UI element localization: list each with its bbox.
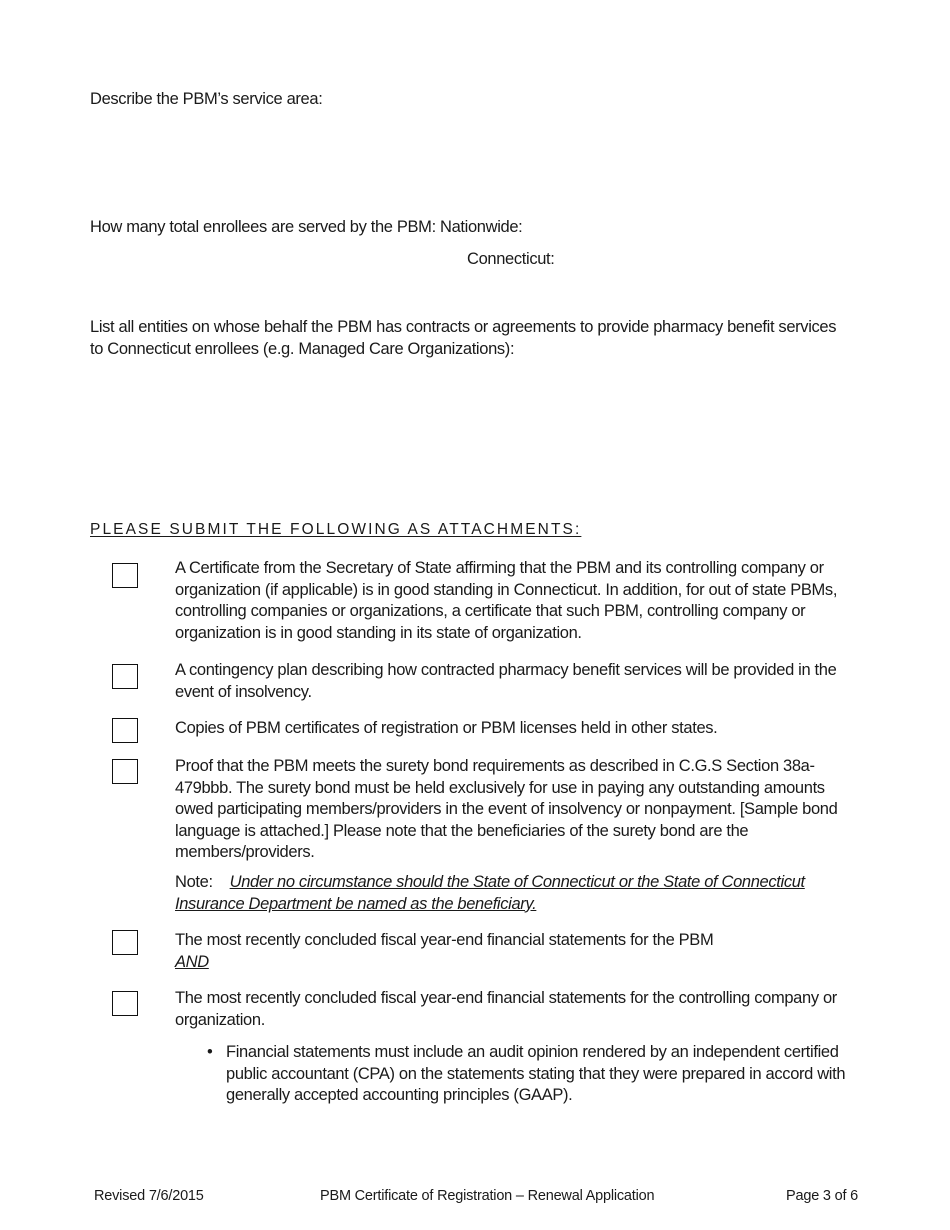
- attachments-heading: PLEASE SUBMIT THE FOLLOWING AS ATTACHMENTS:: [90, 521, 582, 538]
- checkbox-contingency-plan[interactable]: [112, 664, 138, 689]
- enrollees-question: How many total enrollees are served by the PBM: Nationwide:: [90, 218, 523, 236]
- bullet-dot-icon: •: [207, 1043, 213, 1061]
- footer-revised: Revised 7/6/2015: [94, 1188, 204, 1204]
- and-text: AND: [175, 952, 209, 971]
- financials-bullet: [207, 1042, 857, 1107]
- attachment-item-surety-bond: Proof that the PBM meets the surety bond requirements as described in C.G.S Section 38a-479bbb. The surety bond must be held exclusively for use in paying any outstanding amounts owed participating members/providers in the event of insolvency or nonpayment. [Sample bond language is attached.] Please note that the beneficiaries of the surety bond are the members/providers.: [175, 757, 838, 861]
- footer-page-number: Page 3 of 6: [786, 1188, 858, 1204]
- attachment-item-other-states: Copies of PBM certificates of registration or PBM licenses held in other states.: [175, 719, 718, 737]
- checkbox-controlling-financials[interactable]: [112, 991, 138, 1016]
- checkbox-certificate[interactable]: [112, 563, 138, 588]
- note-text: Under no circumstance should the State of Connecticut or the State of Connecticut Insurance Department be named as the beneficiary.: [175, 873, 805, 913]
- service-area-question: Describe the PBM’s service area:: [90, 90, 323, 108]
- entities-question: List all entities on whose behalf the PBM has contracts or agreements to provide pharmacy benefit services to Connecticut enrollees (e.g. Managed Care Organizations):: [90, 318, 837, 358]
- checkbox-pbm-financials[interactable]: [112, 930, 138, 955]
- checkbox-other-states[interactable]: [112, 718, 138, 743]
- surety-bond-note: [175, 872, 865, 915]
- note-label: Note:: [175, 873, 213, 891]
- checkbox-surety-bond[interactable]: [112, 759, 138, 784]
- footer-title: PBM Certificate of Registration – Renewal Application: [320, 1188, 655, 1204]
- attachment-item-certificate: A Certificate from the Secretary of State affirming that the PBM and its controlling company or organization (if applicable) is in good standing in Connecticut. In addition, for out of state PBMs, controlling companies or organizations, a certificate that such PBM, controlling company or organization is in good standing in its state of organization.: [175, 559, 838, 642]
- enrollees-connecticut-label: Connecticut:: [467, 250, 555, 268]
- attachment-item-pbm-financials: [175, 930, 865, 973]
- attachment-item-contingency-plan: A contingency plan describing how contracted pharmacy benefit services will be provided in the event of insolvency.: [175, 661, 837, 701]
- attachment-item-controlling-financials: The most recently concluded fiscal year-end financial statements for the controlling company or organization.: [175, 989, 837, 1029]
- financials-bullet-text: Financial statements must include an audit opinion rendered by an independent certified public accountant (CPA) on the statements stating that they were prepared in accord with generally accepted accounting principles (GAAP).: [226, 1043, 846, 1104]
- pbm-financials-text: The most recently concluded fiscal year-end financial statements for the PBM: [175, 931, 714, 949]
